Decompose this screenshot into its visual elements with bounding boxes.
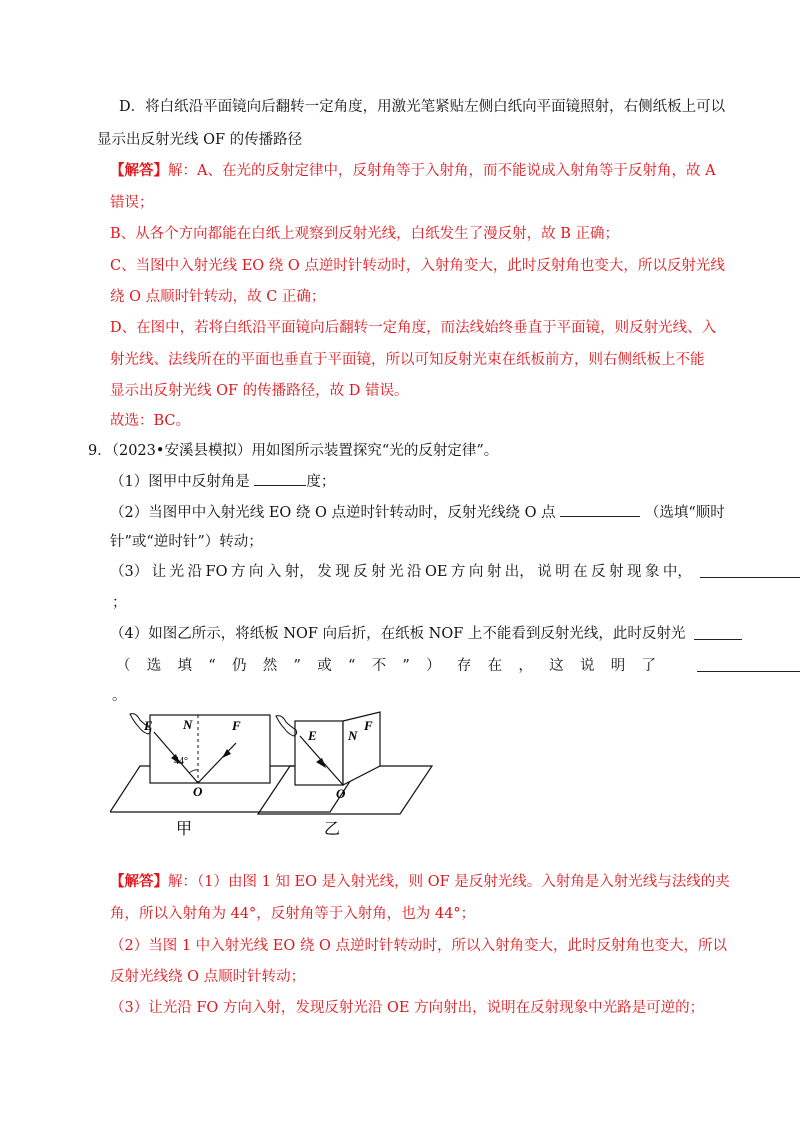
prev-answer-line9: 故选：BC。 <box>110 413 191 429</box>
question9-part4-line1: （4）如图乙所示，将纸板 NOF 向后折，在纸板 NOF 上不能看到反射光线，此时反射光 <box>110 626 686 642</box>
justified-text: 沿 <box>187 564 203 580</box>
justified-text: ） <box>426 658 441 674</box>
label-n: N <box>183 717 193 732</box>
answer9-line2: 角，所以入射角为 44°，反射角等于入射角，也为 44°； <box>110 906 476 922</box>
prev-answer-line6: D、在图中，若将白纸沿平面镜向后翻转一定角度，而法线始终垂直于平面镜，则反射光线、入 <box>110 320 717 336</box>
label-e: E <box>308 728 317 743</box>
justified-text: 入 <box>266 564 282 580</box>
prev-answer-line1: 【解答】解：A、在光的反射定律中，反射角等于入射角，而不能说成入射角等于反射角，故 A <box>110 162 716 179</box>
justified-text: “ <box>347 658 356 674</box>
answer-blank[interactable] <box>700 563 800 578</box>
justified-text: 说 <box>579 658 595 674</box>
justified-text: 光 <box>169 564 185 580</box>
reflection-figure <box>110 710 440 850</box>
answer-blank[interactable] <box>254 471 306 486</box>
justified-text: 现 <box>627 564 642 580</box>
paper-board-nof-folded <box>343 712 380 785</box>
justified-text: 发 <box>317 564 332 580</box>
justified-text: 象 <box>644 564 660 580</box>
question9-part4-line3: 。 <box>112 688 127 704</box>
answer-blank[interactable] <box>697 657 800 672</box>
justified-text: 光 <box>389 564 404 580</box>
label-e: E <box>144 718 153 733</box>
justified-text: 说 <box>537 564 552 580</box>
justified-text: 方 <box>230 564 246 580</box>
justified-text: 在 <box>573 564 588 580</box>
justified-text: ” <box>402 658 410 674</box>
justified-text: ， <box>518 658 533 674</box>
figure-yi <box>258 712 432 838</box>
justified-text: 让 <box>151 564 167 580</box>
label-o: O <box>193 784 203 799</box>
justified-text: （ <box>116 658 131 674</box>
justified-text: 射 <box>371 564 386 580</box>
justified-text: FO <box>205 564 228 580</box>
answer-blank[interactable] <box>560 502 640 517</box>
justified-text: 出， <box>504 564 534 580</box>
option-d-line2: 显示出反射光线 OF 的传播路径 <box>97 132 303 148</box>
angle-label: 44° <box>174 756 188 767</box>
prev-answer-line7: 射光线、法线所在的平面也垂直于平面镜，所以可知反射光束在纸板前方，则右侧纸板上不能 <box>110 352 705 368</box>
justified-text: 仍 <box>231 658 247 674</box>
answer9-line4: 反射光线绕 O 点顺时针转动； <box>110 969 306 985</box>
justified-text: （3） <box>110 564 149 580</box>
question9-part2-line1: （2）当图甲中入射光线 EO 绕 O 点逆时针转动时，反射光线绕 O 点 （选填“顺时 <box>110 502 725 523</box>
justified-text: “ <box>208 658 216 674</box>
answer-tag: 【解答】 <box>110 873 168 890</box>
hand-icon <box>276 716 297 736</box>
answer9-line5: （3）让光沿 FO 方向入射，发现反射光沿 OE 方向射出，说明在反射现象中光路是可逆的； <box>110 1000 705 1016</box>
justified-text: 向 <box>468 564 484 580</box>
caption-yi: 乙 <box>324 821 341 838</box>
question9-stem: 9．（2023•安溪县模拟）用如图所示装置探究“光的反射定律”。 <box>88 443 499 459</box>
justified-text: 射 <box>486 564 502 580</box>
justified-text: 了 <box>641 658 656 674</box>
question9-part2-line2: 针”或“逆时针”）转动； <box>110 534 263 550</box>
label-n: N <box>348 728 358 743</box>
answer9-line1: 【解答】解：（1）由图 1 知 EO 是入射光线，则 OF 是反射光线。入射角是入射光线与法线的夹 <box>110 873 730 890</box>
justified-text: 射， <box>284 564 314 580</box>
justified-text: 在 <box>487 658 503 674</box>
justified-text: 反 <box>353 564 368 580</box>
option-d-line1: D．将白纸沿平面镜向后翻转一定角度，用激光笔紧贴左侧白纸向平面镜照射，右侧纸板上可以 <box>119 99 726 115</box>
justified-text: 射 <box>609 564 624 580</box>
prev-answer-line4: C、当图中入射光线 EO 绕 O 点逆时针转动时，入射角变大，此时反射角也变大，所以反射光线 <box>110 258 725 274</box>
justified-text: 明 <box>555 564 570 580</box>
justified-text: 填 <box>177 658 193 674</box>
question9-part3-line1 <box>110 562 692 582</box>
question9-part1: （1）图甲中反射角是 度； <box>110 471 335 492</box>
justified-text: 向 <box>248 564 264 580</box>
justified-text: 然 <box>262 658 278 674</box>
prev-answer-line5: 绕 O 点顺时针转动，故 C 正确； <box>110 289 326 305</box>
paper-board-eon <box>295 721 343 785</box>
label-o: O <box>336 786 346 801</box>
label-f: F <box>364 718 373 733</box>
question9-part3-line2: ； <box>112 595 127 611</box>
justified-text: 存 <box>456 658 472 674</box>
prev-answer-line8: 显示出反射光线 OF 的传播路径，故 D 错误。 <box>110 383 409 399</box>
justified-text: 沿 <box>407 564 422 580</box>
prev-answer-line3: B、从各个方向都能在白纸上观察到反射光线，白纸发生了漫反射，故 B 正确； <box>110 226 620 242</box>
justified-text: 选 <box>146 658 162 674</box>
label-f: F <box>232 718 241 733</box>
justified-text: 现 <box>335 564 350 580</box>
answer-tag: 【解答】 <box>110 162 168 179</box>
justified-text: 这 <box>549 658 564 674</box>
question9-part4-line2 <box>116 656 656 676</box>
justified-text: 方 <box>450 564 466 580</box>
justified-text: 或 <box>317 658 332 674</box>
answer-blank[interactable] <box>694 625 742 640</box>
prev-answer-line2: 错误； <box>110 195 154 211</box>
justified-text: ” <box>293 658 301 674</box>
answer9-line3: （2）当图 1 中入射光线 EO 绕 O 点逆时针转动时，所以入射角变大，此时反射角也变大，所以 <box>110 938 727 954</box>
caption-jia: 甲 <box>176 821 193 838</box>
justified-text: 反 <box>591 564 606 580</box>
justified-text: 明 <box>610 658 626 674</box>
justified-text: OE <box>424 564 448 580</box>
justified-text: 中， <box>662 564 692 580</box>
justified-text: 不 <box>371 658 387 674</box>
